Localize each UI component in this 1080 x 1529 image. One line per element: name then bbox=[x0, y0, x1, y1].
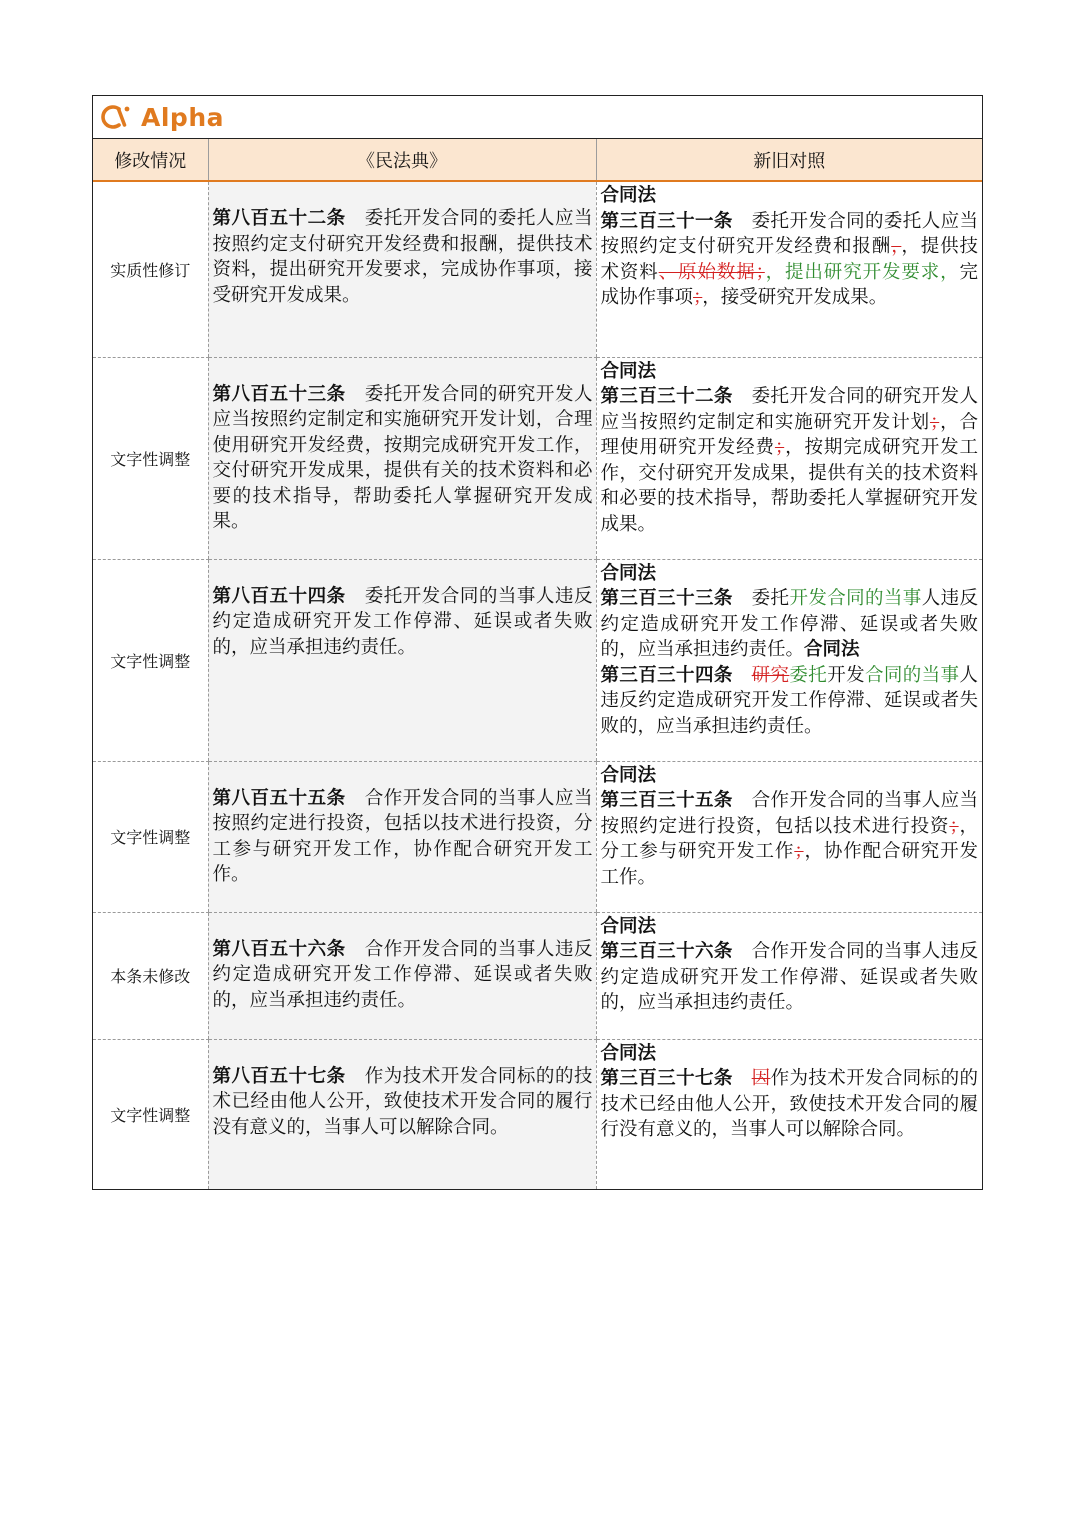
comparison-table bbox=[93, 139, 982, 1189]
old-law-heading: 第三百三十五条 bbox=[600, 790, 733, 811]
deleted-text: ； bbox=[929, 411, 940, 433]
table-header-row bbox=[93, 139, 982, 181]
deleted-text: ； bbox=[774, 437, 785, 458]
alpha-logo-icon bbox=[101, 103, 131, 131]
status-cell: 实质性修订 bbox=[93, 181, 208, 357]
old-law-heading: 第三百三十七条 bbox=[600, 1068, 733, 1089]
old-law-text bbox=[733, 665, 752, 686]
inserted-text: ，提出研究开发要求， bbox=[764, 261, 960, 283]
brand-bar bbox=[93, 96, 982, 139]
civil-article-text: 合作开发合同的当事人违反约定造成研究开发工作停滞、延误或者失败的，应当承担违约责任。 bbox=[212, 938, 593, 1011]
old-law-text: ，接受研究开发成果。 bbox=[702, 287, 888, 308]
inserted-text: 委托 bbox=[789, 664, 828, 686]
old-law-cell bbox=[596, 1039, 982, 1189]
old-law-heading: 合同法 bbox=[600, 915, 657, 937]
comparison-document bbox=[92, 95, 983, 1190]
old-law-cell bbox=[596, 761, 982, 912]
old-law-text: 人违反约定造成研究开发工作停滞、延误或者失败的，应当承担违约责任。 bbox=[600, 664, 978, 737]
table-row bbox=[93, 181, 982, 357]
old-law-text: ，提供技术资料 bbox=[600, 236, 978, 283]
old-law-text: 委托 bbox=[732, 588, 790, 609]
old-law-heading: 合同法 bbox=[600, 185, 657, 206]
status-cell: 文字性调整 bbox=[93, 1039, 208, 1189]
old-law-text bbox=[733, 1068, 752, 1089]
civil-article-text: 作为技术开发合同标的的技术已经由他人公开，致使技术开发合同的履行没有意义的，当事人可以解除合同。 bbox=[212, 1065, 593, 1138]
old-law-cell bbox=[596, 559, 982, 761]
table-row bbox=[93, 912, 982, 1039]
old-law-heading: 第三百三十二条 bbox=[600, 386, 733, 407]
civil-code-cell bbox=[208, 1039, 596, 1189]
table-row bbox=[93, 761, 982, 912]
old-law-heading: 合同法 bbox=[600, 562, 657, 584]
old-law-heading: 第三百三十六条 bbox=[600, 941, 733, 962]
old-law-text: 作为技术开发合同标的的技术已经由他人公开，致使技术开发合同的履行没有意义的，当事人可以解除合同。 bbox=[600, 1068, 978, 1140]
civil-article-text: 合作开发合同的当事人应当按照约定进行投资，包括以技术进行投资，分工参与研究开发工作，协作配合研究开发工作。 bbox=[212, 787, 593, 885]
deleted-text: 研究 bbox=[751, 664, 790, 686]
header-comparison: 新旧对照 bbox=[596, 139, 982, 181]
old-law-text: 委托开发合同的委托人应当按照约定支付研究开发经费和报酬 bbox=[600, 210, 978, 257]
status-cell: 文字性调整 bbox=[93, 761, 208, 912]
old-law-text: ，协作配合研究开发工作。 bbox=[600, 841, 978, 888]
civil-code-cell bbox=[208, 761, 596, 912]
header-status: 修改情况 bbox=[93, 139, 208, 181]
civil-article-number: 第八百五十四条 bbox=[212, 585, 346, 607]
table-row bbox=[93, 1039, 982, 1189]
civil-code-cell bbox=[208, 912, 596, 1039]
deleted-text: ， bbox=[891, 236, 902, 257]
civil-article-text: 委托开发合同的当事人违反约定造成研究开发工作停滞、延误或者失败的，应当承担违约责任。 bbox=[212, 585, 593, 658]
old-law-text: 完成协作事项 bbox=[600, 261, 978, 308]
civil-article-number: 第八百五十七条 bbox=[212, 1065, 346, 1087]
old-law-cell bbox=[596, 181, 982, 357]
old-law-text: 合作开发合同的当事人违反约定造成研究开发工作停滞、延误或者失败的，应当承担违约责任。 bbox=[600, 941, 978, 1013]
deleted-text: ； bbox=[949, 815, 959, 837]
old-law-text: 开发 bbox=[827, 664, 865, 686]
civil-article-number: 第八百五十五条 bbox=[212, 787, 346, 809]
status-cell: 本条未修改 bbox=[93, 912, 208, 1039]
old-law-cell bbox=[596, 912, 982, 1039]
header-civil-code: 《民法典》 bbox=[208, 139, 596, 181]
old-law-text: ，合理使用研究开发经费 bbox=[600, 411, 978, 458]
civil-code-cell bbox=[208, 357, 596, 559]
old-law-text: 合作开发合同的当事人应当按照约定进行投资，包括以技术进行投资 bbox=[600, 790, 978, 837]
old-law-text: ，分工参与研究开发工作 bbox=[600, 815, 978, 862]
status-cell: 文字性调整 bbox=[93, 559, 208, 761]
civil-article-text: 委托开发合同的委托人应当按照约定支付研究开发经费和报酬，提供技术资料，提出研究开发要求，完成协作事项，接受研究开发成果。 bbox=[212, 208, 593, 306]
old-law-heading: 第三百三十四条 bbox=[600, 664, 733, 686]
civil-article-text: 委托开发合同的研究开发人应当按照约定制定和实施研究开发计划，合理使用研究开发经费，按期完成研究开发工作，交付研究开发成果，提供有关的技术资料和必要的技术指导，帮助委托人掌握研究开发成果。 bbox=[212, 383, 593, 532]
deleted-text: 因 bbox=[751, 1068, 771, 1089]
table-row bbox=[93, 357, 982, 559]
civil-code-cell bbox=[208, 181, 596, 357]
old-law-text: ，按期完成研究开发工作，交付研究开发成果，提供有关的技术资料和必要的技术指导，帮助委托人掌握研究开发成果。 bbox=[600, 437, 978, 535]
old-law-text: 委托开发合同的研究开发人应当按照约定制定和实施研究开发计划 bbox=[600, 386, 978, 433]
civil-article-number: 第八百五十六条 bbox=[212, 938, 346, 960]
brand-name: Alpha bbox=[141, 102, 224, 132]
old-law-text: 人违反约定造成研究开发工作停滞、延误或者失败的，应当承担违约责任。 bbox=[600, 588, 978, 660]
deleted-text: ； bbox=[794, 841, 804, 862]
civil-article-number: 第八百五十二条 bbox=[212, 208, 346, 229]
old-law-heading: 合同法 bbox=[600, 764, 657, 786]
civil-code-cell bbox=[208, 559, 596, 761]
inserted-text: 合同的当事 bbox=[864, 664, 960, 686]
old-law-heading: 第三百三十三条 bbox=[600, 588, 733, 609]
old-law-heading: 合同法 bbox=[600, 360, 657, 382]
status-cell: 文字性调整 bbox=[93, 357, 208, 559]
deleted-text: ； bbox=[693, 287, 703, 308]
old-law-heading: 合同法 bbox=[600, 1042, 657, 1064]
old-law-heading: 合同法 bbox=[804, 639, 860, 660]
civil-article-number: 第八百五十三条 bbox=[212, 383, 346, 405]
old-law-cell bbox=[596, 357, 982, 559]
inserted-text: 开发合同的当事 bbox=[789, 588, 922, 609]
table-row bbox=[93, 559, 982, 761]
deleted-text: 、原始数据； bbox=[658, 261, 765, 283]
old-law-heading: 第三百三十一条 bbox=[600, 210, 733, 232]
